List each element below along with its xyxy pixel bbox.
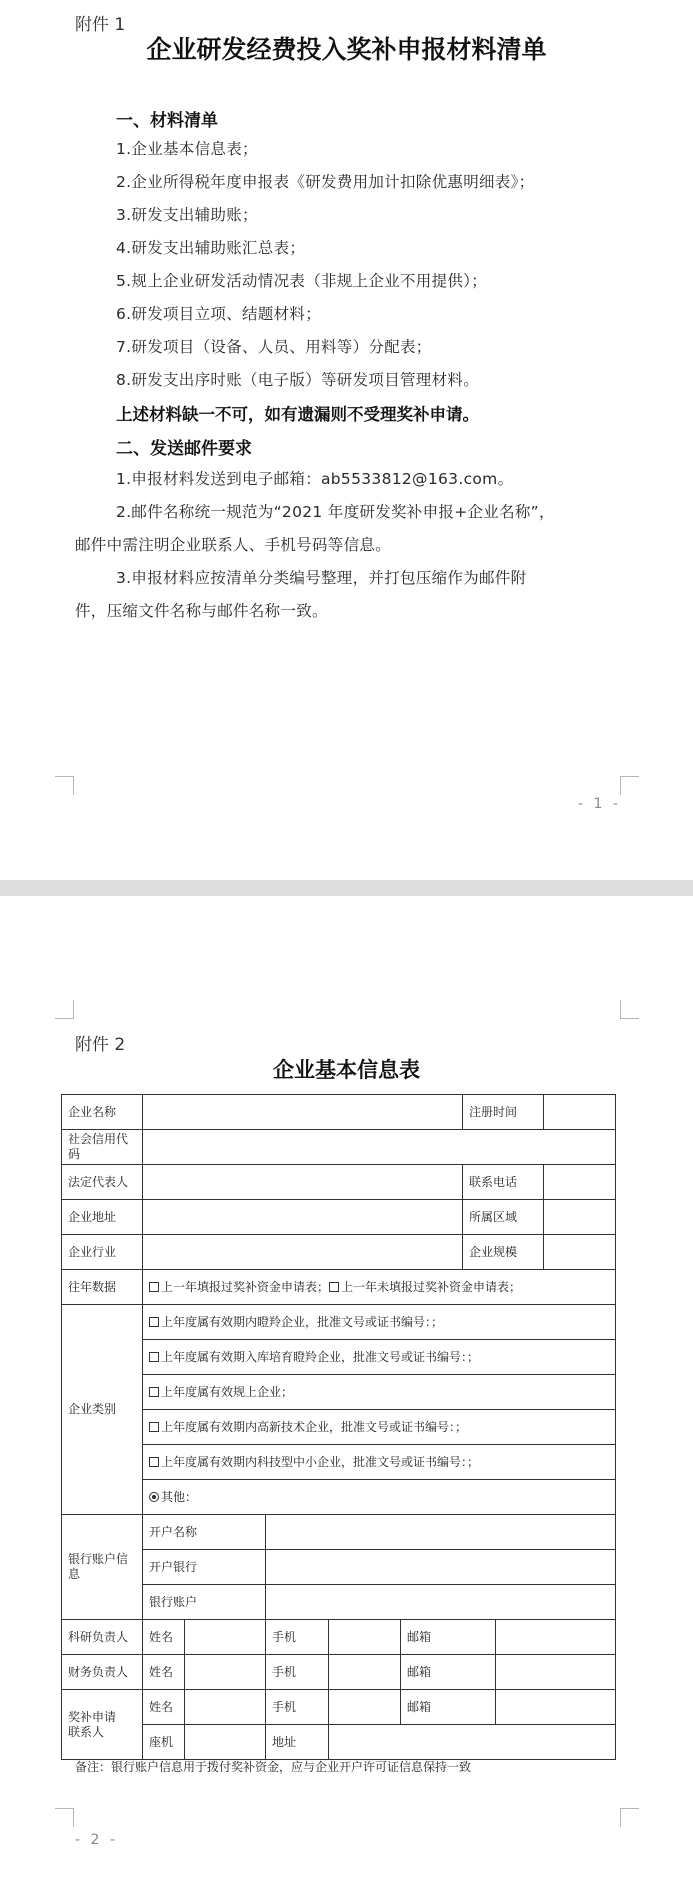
- table-row: [62, 1340, 616, 1375]
- checkbox-icon[interactable]: [149, 1387, 159, 1397]
- material-item: 5.规上企业研发活动情况表（非规上企业不用提供）；: [116, 272, 488, 290]
- table-note: 备注：银行账户信息用于拨付奖补资金，应与企业开户许可证信息保持一致: [75, 1760, 472, 1774]
- table-row: [62, 1550, 616, 1585]
- scale-cell[interactable]: [544, 1235, 616, 1270]
- table-row: [62, 1375, 616, 1410]
- table-row: [62, 1725, 616, 1760]
- category-other: [143, 1480, 616, 1515]
- checkbox-icon[interactable]: [149, 1317, 159, 1327]
- page-number: - 1 -: [578, 796, 621, 812]
- category-option-suffix: ；: [455, 1419, 468, 1434]
- industry-label: 企业行业: [62, 1235, 143, 1270]
- material-item: 7.研发项目（设备、人员、用料等）分配表；: [116, 338, 432, 356]
- name-label: 姓名: [143, 1655, 185, 1690]
- past-data-option-1: 上一年填报过奖补资金申请表；: [161, 1279, 330, 1294]
- table-row: [62, 1235, 616, 1270]
- company-name-label: 企业名称: [62, 1095, 143, 1130]
- table-row: [62, 1445, 616, 1480]
- materials-warning: 上述材料缺一不可，如有遗漏则不受理奖补申请。: [116, 405, 479, 424]
- table-row: [62, 1515, 616, 1550]
- category-other-text: 其他：: [161, 1489, 198, 1504]
- category-option-text: 上年度属有效规上企业；: [161, 1384, 294, 1399]
- reg-time-label: 注册时间: [463, 1095, 544, 1130]
- table-row: [62, 1585, 616, 1620]
- table-row: [62, 1655, 616, 1690]
- attachment-label: 附件 2: [75, 1035, 126, 1055]
- addr-label: 地址: [266, 1725, 329, 1760]
- account-no-label: 银行账户: [143, 1585, 266, 1620]
- contact-name-cell[interactable]: [185, 1690, 266, 1725]
- mail-requirement-3: 3.申报材料应按清单分类编号整理，并打包压缩作为邮件附: [116, 569, 527, 587]
- attachment-label: 附件 1: [75, 15, 126, 35]
- scale-label: 企业规模: [463, 1235, 544, 1270]
- mail-requirement-2: 2.邮件名称统一规范为“2021 年度研发奖补申报+企业名称”，: [116, 503, 555, 521]
- material-item: 6.研发项目立项、结题材料；: [116, 305, 321, 323]
- company-info-table: [61, 1094, 616, 1760]
- past-data-label: 往年数据: [62, 1270, 143, 1305]
- page-1: [0, 0, 693, 880]
- checkbox-icon[interactable]: [329, 1282, 339, 1292]
- table-row: [62, 1620, 616, 1655]
- past-data-options: [143, 1270, 616, 1305]
- category-option-text: 上年度属有效期内科技型中小企业，批准文号或证书编号：: [161, 1454, 468, 1469]
- table-row: [62, 1410, 616, 1445]
- category-option: [143, 1445, 616, 1480]
- table-row: [62, 1165, 616, 1200]
- checkbox-icon[interactable]: [149, 1422, 159, 1432]
- margin-corner-mark: [55, 1000, 74, 1019]
- category-option: [143, 1410, 616, 1445]
- category-option-text: 上年度属有效期内瞪羚企业，批准文号或证书编号：: [161, 1314, 432, 1329]
- account-no-cell[interactable]: [266, 1585, 616, 1620]
- material-item: 1.企业基本信息表；: [116, 140, 258, 158]
- radio-icon[interactable]: [149, 1492, 159, 1502]
- credit-code-label: 社会信用代码: [62, 1130, 143, 1165]
- material-item: 2.企业所得税年度申报表《研发费用加计扣除优惠明细表》；: [116, 173, 535, 191]
- table-row: [62, 1130, 616, 1165]
- category-option-suffix: ；: [467, 1454, 480, 1469]
- mail-requirement-3-cont: 件，压缩文件名称与邮件名称一致。: [75, 602, 328, 620]
- bank-info-label: 银行账户信息: [62, 1515, 143, 1620]
- section-materials-heading: 一、材料清单: [116, 111, 218, 131]
- margin-corner-mark: [55, 776, 74, 795]
- finance-head-email-cell[interactable]: [496, 1655, 616, 1690]
- table-row: [62, 1270, 616, 1305]
- bank-label: 开户银行: [143, 1550, 266, 1585]
- section-mail-heading: 二、发送邮件要求: [116, 439, 252, 459]
- mobile-label: 手机: [266, 1690, 329, 1725]
- table-row: [62, 1200, 616, 1235]
- landline-label: 座机: [143, 1725, 185, 1760]
- finance-head-label: 财务负责人: [62, 1655, 143, 1690]
- district-label: 所属区域: [463, 1200, 544, 1235]
- contact-phone-cell[interactable]: [544, 1165, 616, 1200]
- industry-cell[interactable]: [143, 1235, 463, 1270]
- margin-corner-mark: [620, 1000, 639, 1019]
- margin-corner-mark: [55, 1808, 74, 1827]
- reg-time-cell[interactable]: [544, 1095, 616, 1130]
- material-item: 4.研发支出辅助账汇总表；: [116, 239, 306, 257]
- award-contact-label: 奖补申请联系人: [62, 1690, 143, 1760]
- mobile-label: 手机: [266, 1620, 329, 1655]
- contact-email-cell[interactable]: [496, 1690, 616, 1725]
- rd-head-label: 科研负责人: [62, 1620, 143, 1655]
- table-row: [62, 1480, 616, 1515]
- page-separator: [0, 880, 693, 896]
- mobile-label: 手机: [266, 1655, 329, 1690]
- material-item: 3.研发支出辅助账；: [116, 206, 258, 224]
- account-name-cell[interactable]: [266, 1515, 616, 1550]
- contact-phone-label: 联系电话: [463, 1165, 544, 1200]
- category-option-text: 上年度属有效期入库培育瞪羚企业，批准文号或证书编号：: [161, 1349, 468, 1364]
- bank-cell[interactable]: [266, 1550, 616, 1585]
- table-row: [62, 1095, 616, 1130]
- legal-rep-cell[interactable]: [143, 1165, 463, 1200]
- legal-rep-label: 法定代表人: [62, 1165, 143, 1200]
- category-option: [143, 1375, 616, 1410]
- category-option-text: 上年度属有效期内高新技术企业，批准文号或证书编号：: [161, 1419, 456, 1434]
- account-name-label: 开户名称: [143, 1515, 266, 1550]
- rd-head-email-cell[interactable]: [496, 1620, 616, 1655]
- name-label: 姓名: [143, 1690, 185, 1725]
- table-row: [62, 1690, 616, 1725]
- checkbox-icon[interactable]: [149, 1282, 159, 1292]
- credit-code-cell[interactable]: [143, 1130, 616, 1165]
- email-label: 邮箱: [401, 1690, 496, 1725]
- mail-requirement-1: 1.申报材料发送到电子邮箱：ab5533812@163.com。: [116, 470, 514, 488]
- margin-corner-mark: [620, 1808, 639, 1827]
- rd-head-mobile-cell[interactable]: [329, 1620, 401, 1655]
- address-label: 企业地址: [62, 1200, 143, 1235]
- district-cell[interactable]: [544, 1200, 616, 1235]
- contact-mobile-cell[interactable]: [329, 1690, 401, 1725]
- material-item: 8.研发支出序时账（电子版）等研发项目管理材料。: [116, 371, 479, 389]
- past-data-option-2: 上一年未填报过奖补资金申请表；: [341, 1279, 522, 1294]
- category-option: [143, 1340, 616, 1375]
- table-row: [62, 1305, 616, 1340]
- page-2: [0, 896, 693, 1890]
- contact-addr-cell[interactable]: [329, 1725, 616, 1760]
- rd-head-name-cell[interactable]: [185, 1620, 266, 1655]
- mail-requirement-2-cont: 邮件中需注明企业联系人、手机号码等信息。: [75, 536, 392, 554]
- finance-head-name-cell[interactable]: [185, 1655, 266, 1690]
- name-label: 姓名: [143, 1620, 185, 1655]
- contact-landline-cell[interactable]: [185, 1725, 266, 1760]
- category-option: [143, 1305, 616, 1340]
- category-option-suffix: ；: [431, 1314, 444, 1329]
- finance-head-mobile-cell[interactable]: [329, 1655, 401, 1690]
- category-label: 企业类别: [62, 1305, 143, 1515]
- address-cell[interactable]: [143, 1200, 463, 1235]
- email-label: 邮箱: [401, 1655, 496, 1690]
- page-number: - 2 -: [75, 1832, 118, 1848]
- company-name-cell[interactable]: [143, 1095, 463, 1130]
- margin-corner-mark: [620, 776, 639, 795]
- email-label: 邮箱: [401, 1620, 496, 1655]
- checkbox-icon[interactable]: [149, 1352, 159, 1362]
- category-option-suffix: ；: [467, 1349, 480, 1364]
- table-title: 企业基本信息表: [273, 1057, 420, 1082]
- page-title: 企业研发经费投入奖补申报材料清单: [146, 35, 547, 64]
- checkbox-icon[interactable]: [149, 1457, 159, 1467]
